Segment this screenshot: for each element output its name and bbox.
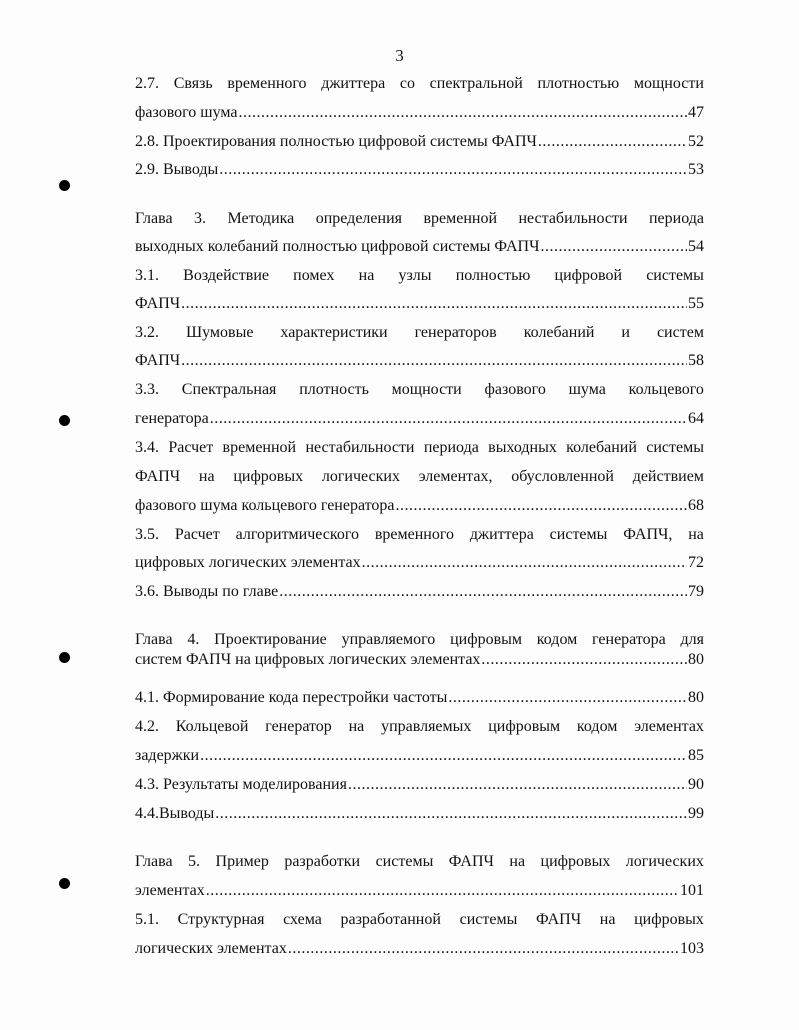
toc-word: 3. [194,210,207,227]
toc-word: Шумовые [185,324,254,341]
toc-leader [239,103,687,123]
toc-page: 72 [688,554,704,571]
toc-word: логических [625,853,704,870]
toc-title: 2.9. Выводы [135,161,219,178]
toc-word: генератор [265,718,332,735]
toc-word: системы [646,267,704,284]
toc-entry-4-4 [135,804,704,824]
toc-leader [219,160,687,180]
toc-word: 4.2. [135,718,159,735]
toc-page: 64 [688,410,704,427]
toc-line-3-4-first [135,438,704,458]
toc-word: Структурная [177,911,265,928]
toc-word: ФАПЧ [535,911,582,928]
toc-line-3-5-first [135,525,704,545]
toc-entry-chapter-4 [135,650,704,670]
toc-title: ФАПЧ [135,295,181,312]
toc-title: систем ФАПЧ на цифровых логических элементах [135,651,481,668]
toc-entry-3-4 [135,496,704,516]
toc-word: алгоритмического [235,526,360,543]
toc-leader [448,688,687,708]
toc-leader [481,650,687,670]
toc-entry-3-2 [135,351,704,371]
toc-entry-5-1 [135,939,704,959]
toc-title: цифровых логических элементах [135,554,361,571]
toc-word: цифровой [554,267,623,284]
toc-leader [288,939,679,959]
toc-word: системы [646,439,704,456]
toc-word: нестабильности [518,210,628,227]
toc-page: 68 [688,497,704,514]
toc-line-2-7-first [135,74,704,94]
toc-page: 80 [688,689,704,706]
toc-page: 52 [688,133,704,150]
toc-word: ФАПЧ [448,853,494,870]
toc-word: ФАПЧ, [623,526,673,543]
toc-word: характеристики [280,324,388,341]
toc-word: системы [375,853,434,870]
toc-leader [181,351,687,371]
toc-word: на [509,853,526,870]
toc-title: выходных колебаний полностью цифровой системы ФАПЧ [135,238,540,255]
toc-word: действием [632,468,704,485]
toc-page: 53 [688,161,704,178]
toc-line-3-1-first [135,266,704,286]
toc-entry-4-1 [135,688,704,708]
toc-word: узлы [398,267,432,284]
toc-entry-2-8 [135,132,704,152]
toc-entry-2-7 [135,103,704,123]
toc-page: 90 [688,776,704,793]
toc-leader [279,582,687,602]
toc-word: управляемого [341,631,436,648]
toc-title: логических элементах [135,940,287,957]
toc-word: Глава [135,853,173,870]
toc-leader [210,409,687,429]
toc-word: элементах, [418,468,493,485]
toc-word: кодом [536,631,578,648]
toc-word: нестабильности [305,439,415,456]
toc-word: управляемых [381,718,472,735]
toc-entry-3-6 [135,582,704,602]
toc-word: колебаний [523,324,595,341]
toc-page: 103 [680,940,704,957]
toc-page: 101 [680,882,704,899]
toc-word: Воздействие [183,267,269,284]
toc-line-chapter-3-first [135,209,704,229]
toc-leader [540,237,687,257]
page-number: 3 [395,46,404,65]
toc-page: 80 [688,651,704,668]
toc-word: определения [315,210,402,227]
toc-entry-4-3 [135,775,704,795]
toc-leader [538,132,687,152]
toc-word: 5. [188,853,201,870]
toc-word: 3.2. [135,324,159,341]
toc-word: обусловленной [511,468,614,485]
toc-word: цифровым [488,718,561,735]
toc-word: на [688,526,704,543]
toc-word: ФАПЧ [135,468,181,485]
toc-word: кодом [576,718,618,735]
toc-title: фазового шума [135,104,238,121]
toc-entry-chapter-3 [135,237,704,257]
toc-word: на [599,911,616,928]
toc-word: со [399,75,415,92]
toc-word: схема [283,911,322,928]
toc-title: генератора [135,410,209,427]
toc-title: 2.8. Проектирования полностью цифровой системы ФАПЧ [135,133,537,150]
toc-title: 4.3. Результаты моделирования [135,776,347,793]
toc-entry-4-2 [135,746,704,766]
toc-word: 5.1. [135,911,159,928]
toc-word: шума [568,381,606,398]
toc-line-3-4-middle [135,467,704,487]
toc-leader [396,496,687,516]
toc-title: задержки [135,747,200,764]
toc-leader [362,553,687,573]
toc-leader [181,294,687,314]
toc-word: 3.4. [135,439,159,456]
toc-word: цифровым [450,631,523,648]
toc-word: на [198,468,215,485]
toc-line-chapter-5-first [135,852,704,872]
toc-entry-2-9 [135,160,704,180]
toc-page: 85 [688,747,704,764]
punch-hole [59,415,70,426]
toc-word: Пример [215,853,269,870]
toc-word: временной [222,439,297,456]
toc-page: 99 [688,805,704,822]
toc-word: Методика [227,210,295,227]
toc-title: 4.1. Формирование кода перестройки частоты [135,689,448,706]
punch-hole [59,180,70,191]
punch-hole [59,652,70,663]
toc-line-5-1-first [135,910,704,930]
toc-word: Связь [173,75,213,92]
toc-line-chapter-4-first [135,630,704,650]
toc-word: спектральной [429,75,523,92]
toc-title: фазового шума кольцевого генератора [135,497,395,514]
toc-leader [200,746,687,766]
toc-leader [215,804,687,824]
toc-page: 47 [688,104,704,121]
toc-word: периода [648,210,704,227]
toc-line-3-2-first [135,323,704,343]
toc-word: мощности [391,381,462,398]
toc-word: мощности [633,75,704,92]
toc-word: системы [549,526,608,543]
toc-word: на [358,267,375,284]
toc-word: плотность [299,381,369,398]
toc-word: временной [423,210,498,227]
toc-word: на [348,718,365,735]
toc-word: разработки [284,853,361,870]
toc-word: логических [321,468,400,485]
toc-word: цифровых [634,911,704,928]
punch-hole [59,878,70,889]
toc-entry-3-3 [135,409,704,429]
toc-page: 55 [688,295,704,312]
toc-word: выходных [488,439,557,456]
toc-line-4-2-first [135,717,704,737]
toc-title: ФАПЧ [135,352,181,369]
toc-page: 79 [688,583,704,600]
toc-title: элементах [135,882,205,899]
toc-entry-3-5 [135,553,704,573]
toc-word: колебаний [566,439,637,456]
toc-leader [348,775,687,795]
toc-word: кольцевого [628,381,704,398]
toc-word: Глава [135,210,173,227]
toc-word: генераторов [414,324,497,341]
toc-title: 4.4.Выводы [135,805,215,822]
toc-title: 3.6. Выводы по главе [135,583,279,600]
toc-word: Глава [135,631,173,648]
toc-word: разработанной [340,911,441,928]
toc-word: генератора [592,631,666,648]
toc-word: для [680,631,704,648]
toc-word: цифровых [540,853,611,870]
toc-word: плотностью [537,75,620,92]
toc-word: Спектральная [181,381,277,398]
toc-word: Проектирование [214,631,327,648]
toc-word: и [621,324,630,341]
toc-word: 3.5. [135,526,159,543]
toc-word: временного [227,75,307,92]
toc-word: временного [374,526,455,543]
toc-word: Кольцевой [175,718,249,735]
toc-word: джиттера [321,75,386,92]
toc-word: 3.3. [135,381,159,398]
toc-word: систем [656,324,704,341]
toc-word: Расчет [174,526,220,543]
toc-page: 58 [688,352,704,369]
toc-word: элементах [634,718,704,735]
toc-page: 54 [688,238,704,255]
toc-word: фазового [484,381,546,398]
toc-word: помех [293,267,335,284]
toc-word: полностью [455,267,531,284]
toc-word: 2.7. [135,75,159,92]
toc-leader [206,881,679,901]
toc-line-3-3-first [135,380,704,400]
toc-entry-chapter-5 [135,881,704,901]
toc-word: 4. [187,631,200,648]
toc-word: Расчет [168,439,214,456]
toc-word: системы [459,911,518,928]
toc-word: периода [423,439,479,456]
toc-word: джиттера [469,526,534,543]
toc-word: 3.1. [135,267,159,284]
toc-entry-3-1 [135,294,704,314]
toc-word: цифровых [233,468,304,485]
